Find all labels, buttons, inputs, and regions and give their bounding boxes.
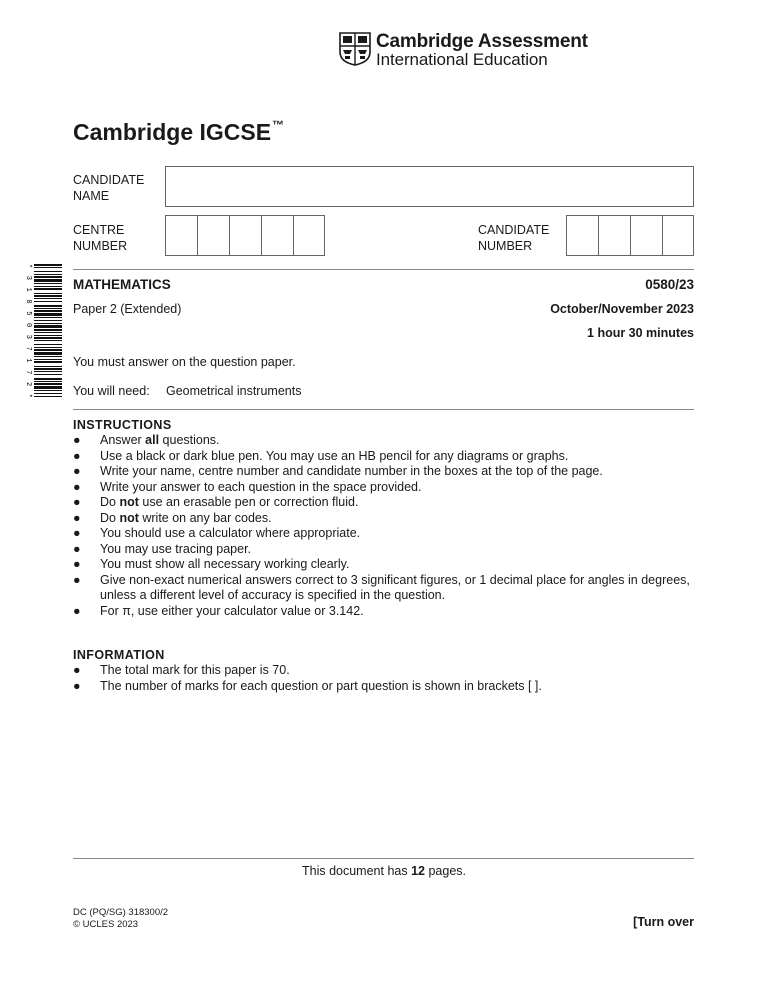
paper-code: 0580/23 <box>645 277 694 292</box>
bullet-icon: ● <box>73 464 81 478</box>
instructions-item <box>73 495 703 511</box>
need-label: You will need: <box>73 384 150 398</box>
document-reference <box>73 907 168 931</box>
bullet-icon: ● <box>73 448 81 463</box>
candidate-number-divider <box>598 216 599 255</box>
answer-note: You must answer on the question paper. <box>73 355 296 369</box>
bullet-icon: ● <box>73 510 81 525</box>
trademark-symbol: ™ <box>272 118 285 132</box>
instructions-text: Write your answer to each question in the space provided. <box>100 479 422 494</box>
instructions-title: INSTRUCTIONS <box>73 418 172 432</box>
exam-session: October/November 2023 <box>550 302 694 316</box>
centre-number-boxes[interactable] <box>165 215 325 256</box>
instructions-text: Use a black or dark blue pen. You may use an HB pencil for any diagrams or graphs. <box>100 448 569 463</box>
instructions-text: use an erasable pen or correction fluid. <box>138 495 359 509</box>
bullet-icon: ● <box>73 479 81 494</box>
instructions-item <box>73 557 703 573</box>
instructions-text: questions. <box>159 433 220 447</box>
turn-over-note: [Turn over <box>633 915 694 929</box>
instructions-item <box>73 449 703 465</box>
page-count-post: pages. <box>424 864 466 878</box>
instructions-text: Write your name, centre number and candidate number in the boxes at the top of the page. <box>100 464 603 478</box>
information-text: The total mark for this paper is 70. <box>100 663 290 677</box>
instructions-text: write on any bar codes. <box>138 510 272 525</box>
instructions-text: You may use tracing paper. <box>100 541 252 556</box>
bullet-icon: ● <box>73 603 81 618</box>
barcode <box>24 262 64 402</box>
information-text: The number of marks for each question or part question is shown in brackets [ ]. <box>100 678 542 693</box>
centre-number-label <box>73 222 127 254</box>
divider-top <box>73 269 694 270</box>
instructions-emphasis: not <box>119 495 139 509</box>
page-count-number: 12 <box>411 864 425 878</box>
cambridge-shield-logo <box>339 32 371 66</box>
centre-number-label-line1: CENTRE <box>73 223 125 237</box>
instructions-text: Answer <box>100 433 146 447</box>
instructions-item <box>73 542 703 558</box>
candidate-number-label-line2: NUMBER <box>478 239 533 253</box>
information-item <box>73 663 703 679</box>
instructions-item <box>73 433 703 449</box>
instructions-text: You should use a calculator where appropriate. <box>100 526 361 540</box>
qualification-title <box>73 118 284 146</box>
instructions-item <box>73 604 703 620</box>
instructions-emphasis: not <box>119 510 139 525</box>
bullet-icon: ● <box>73 572 81 587</box>
instructions-list <box>73 433 703 619</box>
instructions-emphasis: all <box>145 433 160 447</box>
bullet-icon: ● <box>73 433 81 447</box>
logo-text-line2: International Education <box>376 50 548 69</box>
divider-footer <box>73 858 694 859</box>
instructions-item <box>73 480 703 496</box>
bullet-icon: ● <box>73 541 81 556</box>
subject-title: MATHEMATICS <box>73 277 171 292</box>
bullet-icon: ● <box>73 678 81 693</box>
divider-middle <box>73 409 694 410</box>
centre-number-label-line2: NUMBER <box>73 239 128 253</box>
page-count-pre: This document has <box>301 864 412 878</box>
qualification-name: Cambridge IGCSE <box>73 119 272 145</box>
instructions-text: Do <box>100 495 120 509</box>
information-item <box>73 679 703 695</box>
candidate-number-label-line1: CANDIDATE <box>478 223 550 237</box>
need-value: Geometrical instruments <box>166 384 302 398</box>
instructions-text: For π, use either your calculator value or 3.142. <box>100 603 364 618</box>
bullet-icon: ● <box>73 495 81 509</box>
candidate-number-label <box>478 222 549 254</box>
paper-title: Paper 2 (Extended) <box>73 302 182 316</box>
instructions-text: You must show all necessary working clearly. <box>100 557 350 571</box>
centre-number-divider <box>293 216 294 255</box>
copyright-notice: © UCLES 2023 <box>73 919 139 930</box>
exam-duration: 1 hour 30 minutes <box>587 326 694 340</box>
instructions-text: Give non-exact numerical answers correct to 3 significant figures, or 1 decimal place for angles in degrees, unless a different level of accuracy is specified in the question. <box>100 572 690 602</box>
candidate-name-label-line2: NAME <box>73 189 110 203</box>
bullet-icon: ● <box>73 663 81 677</box>
candidate-name-label <box>73 172 144 204</box>
bullet-icon: ● <box>73 557 81 571</box>
candidate-number-boxes[interactable] <box>566 215 694 256</box>
page-count-note <box>0 864 768 878</box>
information-list <box>73 663 703 694</box>
candidate-name-label-line1: CANDIDATE <box>73 173 145 187</box>
instructions-item <box>73 511 703 527</box>
instructions-item <box>73 464 703 480</box>
centre-number-divider <box>229 216 230 255</box>
instructions-item <box>73 526 703 542</box>
barcode-text: *3185037172* <box>24 264 32 398</box>
centre-number-divider <box>197 216 198 255</box>
candidate-name-field[interactable] <box>165 166 694 207</box>
centre-number-divider <box>261 216 262 255</box>
logo-text-line1: Cambridge Assessment <box>376 31 588 52</box>
candidate-number-divider <box>662 216 663 255</box>
instructions-item <box>73 573 703 604</box>
bullet-icon: ● <box>73 526 81 540</box>
candidate-number-divider <box>630 216 631 255</box>
instructions-text: Do <box>100 510 120 525</box>
document-reference-code: DC (PQ/SG) 318300/2 <box>73 907 169 918</box>
information-title: INFORMATION <box>73 648 165 662</box>
